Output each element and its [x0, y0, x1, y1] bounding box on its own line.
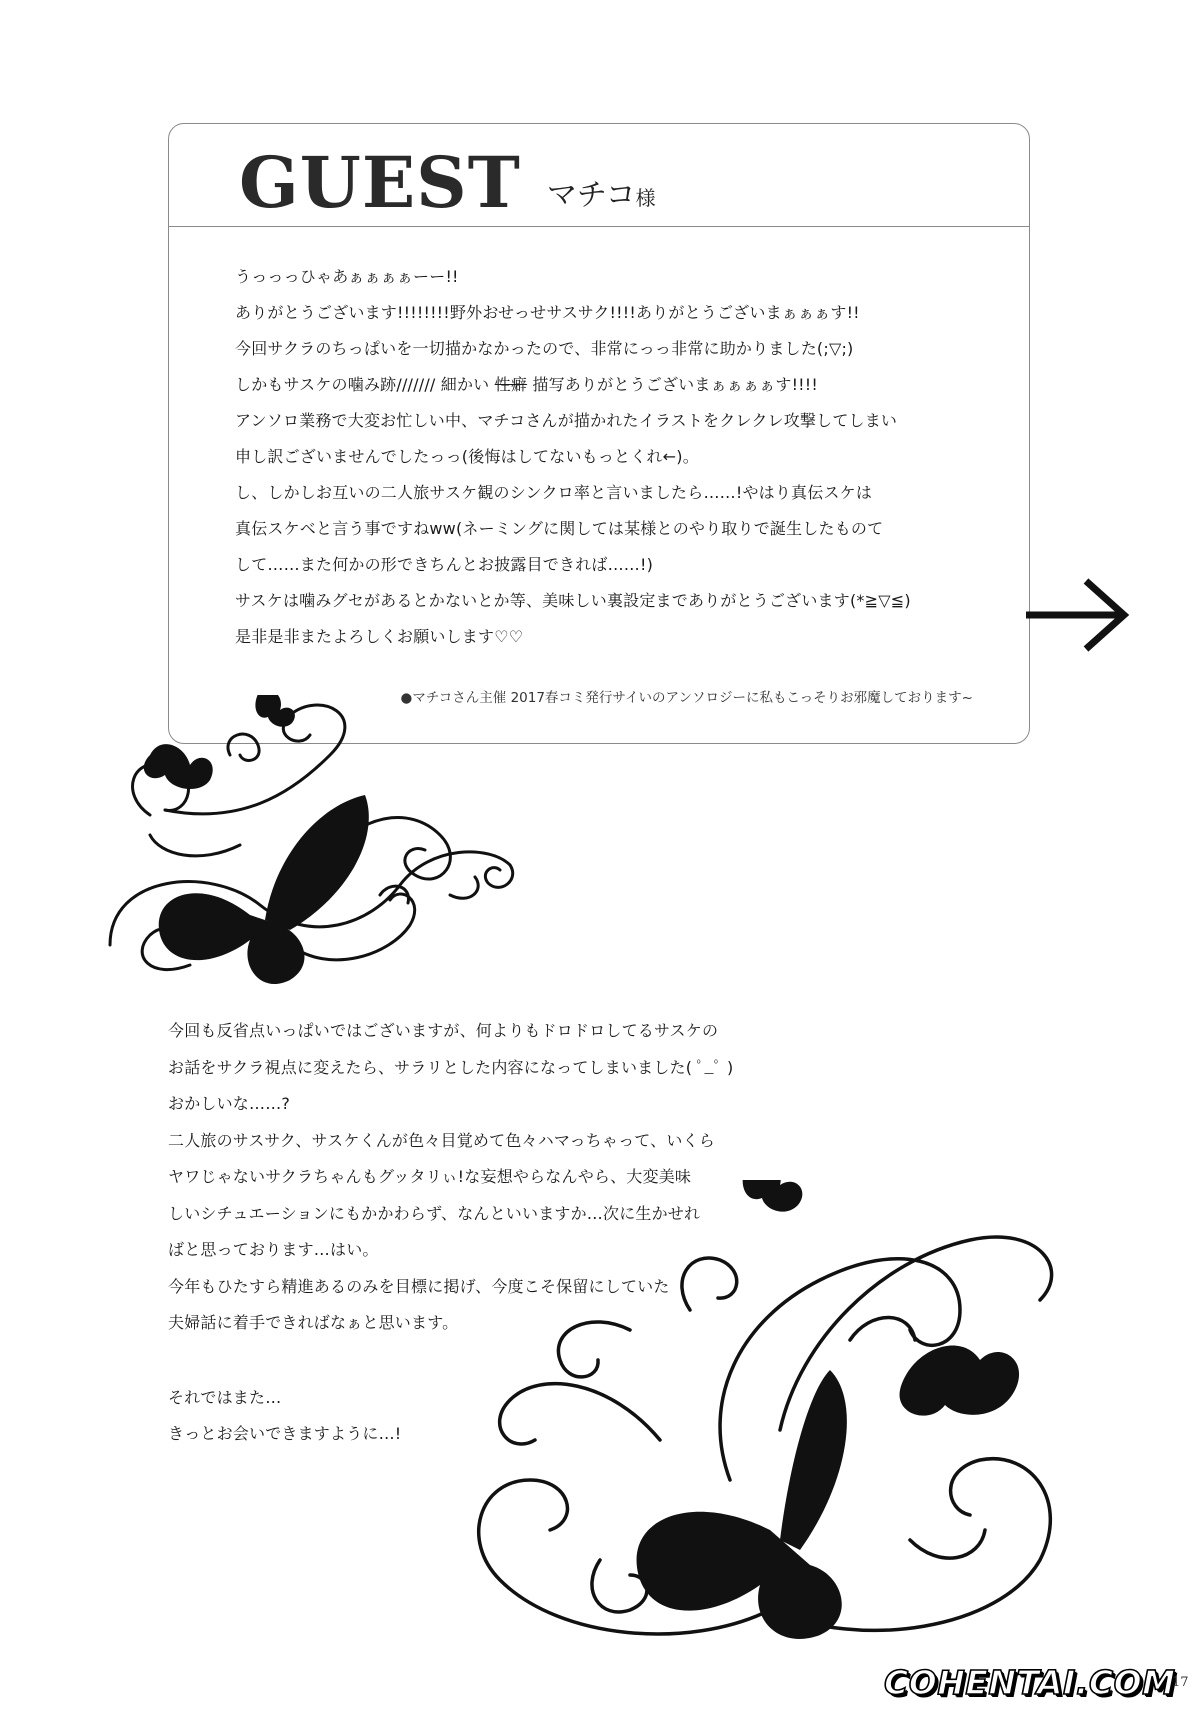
closing-line: きっとお会いできますように…! [168, 1424, 402, 1443]
paragraph-gap [168, 1342, 868, 1380]
page-number: 17 [1172, 1675, 1189, 1690]
line-text: しかもサスケの噛み跡/////// 細かい [235, 375, 495, 394]
line-text: 描写ありがとうございまぁぁぁぁす!!!! [527, 375, 819, 394]
guest-line: ありがとうございます!!!!!!!!野外おせっせサスサク!!!!ありがとうございまぁぁぁす!! [235, 303, 860, 322]
guest-line: アンソロ業務で大変お忙しい中、マチコさんが描かれたイラストをクレクレ攻撃してしまい [235, 411, 898, 430]
afterword-line: 二人旅のサスサク、サスケくんが色々目覚めて色々ハマっちゃって、いくら [168, 1130, 715, 1150]
afterword-line: 今年もひたすら精進あるのみを目標に掲げ、今度こそ保留にしていた [168, 1276, 670, 1296]
afterword-line: おかしいな……? [168, 1094, 291, 1113]
guest-line: うっっっひゃあぁぁぁぁーー!! [235, 267, 459, 286]
watermark: COHENTAI.COM [884, 1663, 1176, 1702]
afterword-line: ヤワじゃないサクラちゃんもグッタリぃ!な妄想やらなんやら、大変美味 [168, 1167, 692, 1186]
guest-line: 申し訳ございませんでしたっっ(後悔はしてないもっとくれ←)。 [235, 447, 699, 466]
guest-line: 真伝スケベと言う事ですねww(ネーミングに関しては某様とのやり取りで誕生したものて [235, 519, 884, 538]
guest-header [239, 141, 656, 224]
guest-note: ●マチコさん主催 2017春コミ発行サイいのアンソロジーに私もこっそりお邪魔しております~ [400, 690, 973, 706]
afterword-line: お話をサクラ視点に変えたら、サラリとした内容になってしまいました( ﾟ_ﾟ ) [168, 1057, 734, 1077]
afterword-line: 今回も反省点いっぱいではございますが、何よりもドロドロしてるサスケの [168, 1021, 719, 1040]
afterword [168, 1013, 868, 1453]
closing-line: それではまた… [168, 1387, 282, 1407]
guest-message [235, 259, 995, 655]
guest-line: 是非是非またよろしくお願いします♡♡ [235, 627, 524, 646]
guest-heading: GUEST [239, 141, 521, 224]
guest-name-text: マチコ [546, 178, 636, 213]
guest-line: し、しかしお互いの二人旅サスケ観のシンクロ率と言いましたら……!やはり真伝スケは [235, 483, 873, 502]
guest-line: サスケは噛みグセがあるとかないとか等、美味しい裏設定までありがとうございます(*≧▽≦) [235, 591, 911, 610]
guest-name [547, 170, 656, 214]
guest-line: 今回サクラのちっぱいを一切描かなかったので、非常にっっ非常に助かりました(;▽;) [235, 339, 854, 358]
struck-word: 性癖 [494, 375, 528, 394]
guest-line-struck [235, 367, 995, 403]
guest-honorific: 様 [635, 186, 656, 210]
afterword-line: しいシチュエーションにもかかわらず、なんといいますか…次に生かせれ [168, 1203, 701, 1223]
afterword-line: 夫婦話に着手できればなぁと思います。 [168, 1313, 459, 1332]
guest-line: して……また何かの形できちんとお披露目できれば……!) [235, 555, 654, 574]
butterfly-ornament-left [90, 695, 530, 995]
arrow-right-icon [1024, 575, 1134, 655]
header-divider [169, 226, 1029, 227]
afterword-line: ばと思っております…はい。 [168, 1240, 379, 1259]
guest-message-box [168, 123, 1030, 744]
